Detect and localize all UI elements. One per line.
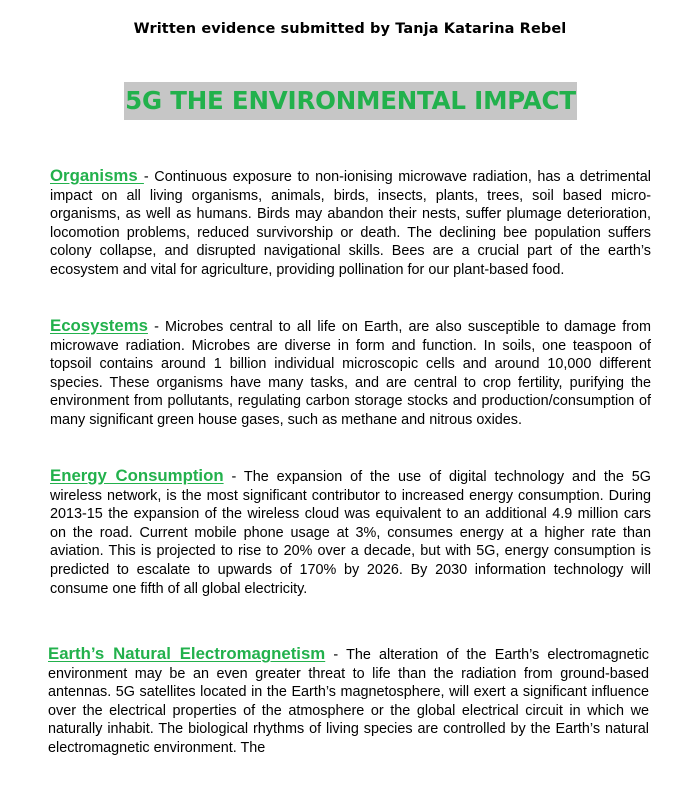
section-body: - Continuous exposure to non-ionising microwave radiation, has a detrimental impact on all living organisms, animals, birds, insects, plants, trees, soil based micro-organisms, as well as humans. Birds may abandon their nests, suffer plumage deterioration, locomotion problems, reduced survivorship or death. The declining bee population suffers colony collapse, and disrupted navigational skills. Bees are a crucial part of the earth’s ecosystem and vital for agriculture, providing pollination for our plant-based food. — [50, 169, 651, 278]
title-highlight — [124, 82, 577, 120]
section-organisms — [50, 167, 651, 280]
section-heading: Earth’s Natural Electromagnetism — [48, 644, 326, 663]
section-heading: Ecosystems — [50, 316, 148, 335]
section-body: - Microbes central to all life on Earth, are also susceptible to damage from microwave radiation. Microbes are diverse in form and function. In soils, one teaspoon of topsoil contains around 1 billion individual microscopic cells and around 10,000 different species. These organisms have many tasks, and are central to crop fertility, purifying the environment from pollutants, regulating carbon storage stocks and production/consumption of many significant green house gases, such as methane and nitrous oxides. — [50, 319, 651, 428]
section-energy-consumption — [50, 467, 651, 598]
document-title: 5G THE ENVIRONMENTAL IMPACT — [125, 86, 576, 115]
section-body: - The alteration of the Earth’s electromagnetic environment may be an even greater threat to life than the radiation from ground-based antennas. 5G satellites located in the Earth’s magnetosphere, will exert a significant influence over the electrical properties of the atmosphere or the global electrical circuit in which we naturally inhabit. The biological rhythms of living species are controlled by the Earth’s natural electromagnetic environment. The — [48, 647, 649, 756]
section-ecosystems — [50, 317, 651, 430]
section-heading: Organisms — [50, 166, 144, 185]
section-heading: Energy Consumption — [50, 466, 224, 485]
section-body: - The expansion of the use of digital technology and the 5G wireless network, is the most significant contributor to increased energy consumption. During 2013-15 the expansion of the wireless cloud was equivalent to an additional 4.9 million cars on the road. Current mobile phone usage at 3%, consumes energy at a higher rate than aviation. This is projected to rise to 20% over a decade, but with 5G, energy consumption is predicted to escalate to upwards of 170% by 2026. By 2030 information technology will consume one fifth of all global electricity. — [50, 469, 652, 597]
section-earths-natural-electromagnetism — [48, 645, 649, 758]
document-header: Written evidence submitted by Tanja Katarina Rebel — [133, 21, 567, 37]
